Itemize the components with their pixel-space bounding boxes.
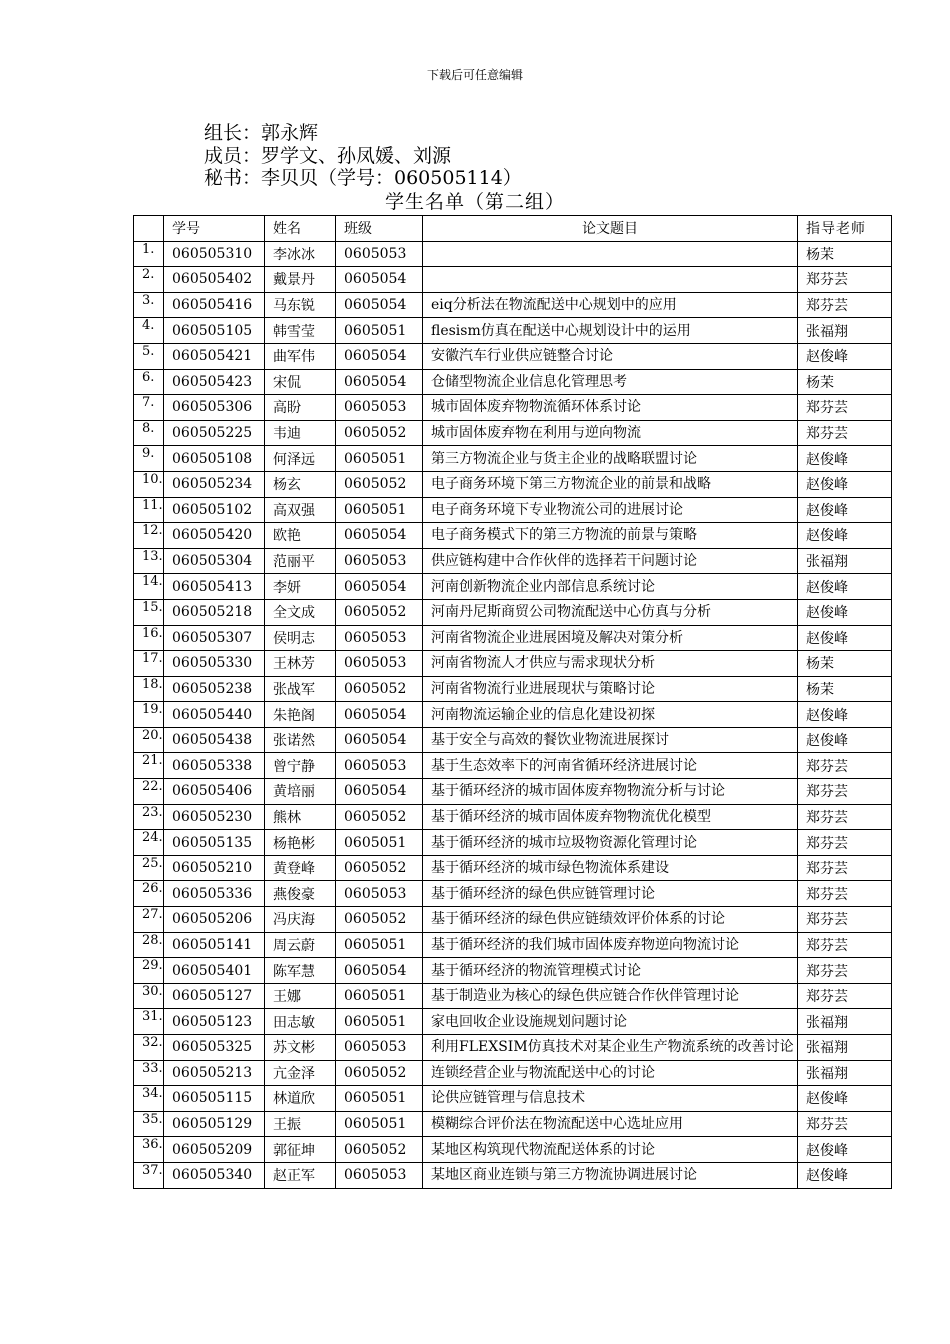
student-name-cell: 田志敏 — [265, 1009, 336, 1035]
advisor-cell: 郑芬芸 — [798, 958, 892, 984]
row-index: 5. — [134, 343, 164, 369]
row-index: 26. — [134, 881, 164, 907]
group-members: 成员：罗学文、孙凤媛、刘源 — [204, 144, 452, 167]
row-index: 15. — [134, 599, 164, 625]
thesis-title-cell: 基于循环经济的城市固体废弃物物流分析与讨论 — [423, 779, 798, 805]
class-cell: 0605051 — [336, 1009, 423, 1035]
advisor-cell: 杨茉 — [798, 369, 892, 395]
row-index: 13. — [134, 548, 164, 574]
student-name-cell: 王振 — [265, 1111, 336, 1137]
student-name-cell: 杨玄 — [265, 471, 336, 497]
thesis-title-cell: 连锁经营企业与物流配送中心的讨论 — [423, 1060, 798, 1086]
student-id-cell: 060505416 — [164, 292, 265, 318]
student-id-cell: 060505210 — [164, 855, 265, 881]
advisor-cell: 张福翔 — [798, 318, 892, 344]
table-row — [134, 907, 892, 933]
student-id-cell: 060505141 — [164, 932, 265, 958]
column-header-student-id: 学号 — [164, 216, 265, 242]
advisor-cell: 赵俊峰 — [798, 625, 892, 651]
student-id-cell: 060505129 — [164, 1111, 265, 1137]
advisor-cell: 郑芬芸 — [798, 983, 892, 1009]
student-id-cell: 060505225 — [164, 420, 265, 446]
class-cell: 0605053 — [336, 881, 423, 907]
row-index: 7. — [134, 395, 164, 421]
student-id-cell: 060505304 — [164, 548, 265, 574]
row-index: 37. — [134, 1162, 164, 1188]
student-name-cell: 李冰冰 — [265, 241, 336, 267]
row-index: 29. — [134, 958, 164, 984]
row-index: 4. — [134, 318, 164, 344]
table-row — [134, 1035, 892, 1061]
class-cell: 0605053 — [336, 1035, 423, 1061]
student-name-cell: 马东锐 — [265, 292, 336, 318]
student-name-cell: 韦迪 — [265, 420, 336, 446]
class-cell: 0605051 — [336, 830, 423, 856]
thesis-title-cell: 基于循环经济的绿色供应链绩效评价体系的讨论 — [423, 907, 798, 933]
student-id-cell: 060505310 — [164, 241, 265, 267]
table-row — [134, 676, 892, 702]
thesis-title-cell: 河南省物流行业进展现状与策略讨论 — [423, 676, 798, 702]
class-cell: 0605052 — [336, 471, 423, 497]
group-secretary: 秘书：李贝贝（学号：060505114） — [204, 167, 522, 189]
student-name-cell: 宋侃 — [265, 369, 336, 395]
table-row — [134, 471, 892, 497]
student-name-cell: 张战军 — [265, 676, 336, 702]
thesis-title-cell: 供应链构建中合作伙伴的选择若干问题讨论 — [423, 548, 798, 574]
thesis-title-cell: 基于循环经济的城市固体废弃物物流优化模型 — [423, 804, 798, 830]
row-index: 12. — [134, 523, 164, 549]
table-row — [134, 881, 892, 907]
student-name-cell: 张诺然 — [265, 727, 336, 753]
thesis-title-cell: 基于生态效率下的河南省循环经济进展讨论 — [423, 753, 798, 779]
advisor-cell: 赵俊峰 — [798, 574, 892, 600]
student-name-cell: 曾宁静 — [265, 753, 336, 779]
table-row — [134, 523, 892, 549]
class-cell: 0605053 — [336, 753, 423, 779]
row-index: 20. — [134, 727, 164, 753]
student-id-cell: 060505123 — [164, 1009, 265, 1035]
advisor-cell: 赵俊峰 — [798, 446, 892, 472]
student-name-cell: 周云蔚 — [265, 932, 336, 958]
thesis-title-cell: 安徽汽车行业供应链整合讨论 — [423, 343, 798, 369]
advisor-cell: 赵俊峰 — [798, 1086, 892, 1112]
advisor-cell: 郑芬芸 — [798, 907, 892, 933]
row-index: 32. — [134, 1035, 164, 1061]
table-row — [134, 702, 892, 728]
student-name-cell: 燕俊豪 — [265, 881, 336, 907]
column-header-thesis: 论文题目 — [423, 216, 798, 242]
thesis-title-cell: 基于制造业为核心的绿色供应链合作伙伴管理讨论 — [423, 983, 798, 1009]
class-cell: 0605052 — [336, 599, 423, 625]
thesis-title-cell: 城市固体废弃物物流循环体系讨论 — [423, 395, 798, 421]
table-row — [134, 1060, 892, 1086]
class-cell: 0605052 — [336, 676, 423, 702]
table-row — [134, 1111, 892, 1137]
advisor-cell: 杨茉 — [798, 651, 892, 677]
advisor-cell: 郑芬芸 — [798, 292, 892, 318]
thesis-title-cell: 城市固体废弃物在利用与逆向物流 — [423, 420, 798, 446]
student-name-cell: 曲军伟 — [265, 343, 336, 369]
table-row — [134, 932, 892, 958]
class-cell: 0605053 — [336, 241, 423, 267]
student-name-cell: 高双强 — [265, 497, 336, 523]
table-row — [134, 855, 892, 881]
row-index: 16. — [134, 625, 164, 651]
advisor-cell: 张福翔 — [798, 1035, 892, 1061]
table-row — [134, 318, 892, 344]
student-id-cell: 060505336 — [164, 881, 265, 907]
row-index: 35. — [134, 1111, 164, 1137]
row-index: 30. — [134, 983, 164, 1009]
advisor-cell: 赵俊峰 — [798, 702, 892, 728]
thesis-title-cell: 家电回收企业设施规划问题讨论 — [423, 1009, 798, 1035]
row-index: 28. — [134, 932, 164, 958]
advisor-cell: 赵俊峰 — [798, 727, 892, 753]
advisor-cell: 郑芬芸 — [798, 420, 892, 446]
table-title: 学生名单（第二组） — [384, 191, 565, 213]
student-name-cell: 郭征坤 — [265, 1137, 336, 1163]
row-index: 11. — [134, 497, 164, 523]
class-cell: 0605051 — [336, 932, 423, 958]
advisor-cell: 张福翔 — [798, 1060, 892, 1086]
student-name-cell: 黄培丽 — [265, 779, 336, 805]
student-name-cell: 杨艳彬 — [265, 830, 336, 856]
class-cell: 0605054 — [336, 958, 423, 984]
thesis-title-cell: 河南省物流企业进展困境及解决对策分析 — [423, 625, 798, 651]
thesis-title-cell: 论供应链管理与信息技术 — [423, 1086, 798, 1112]
row-index: 8. — [134, 420, 164, 446]
class-cell: 0605051 — [336, 1086, 423, 1112]
table-row — [134, 753, 892, 779]
advisor-cell: 赵俊峰 — [798, 1162, 892, 1188]
class-cell: 0605054 — [336, 574, 423, 600]
advisor-cell: 张福翔 — [798, 548, 892, 574]
thesis-title-cell: 某地区构筑现代物流配送体系的讨论 — [423, 1137, 798, 1163]
student-name-cell: 亢金泽 — [265, 1060, 336, 1086]
column-header-index — [134, 216, 164, 242]
class-cell: 0605053 — [336, 1162, 423, 1188]
class-cell: 0605051 — [336, 983, 423, 1009]
student-id-cell: 060505438 — [164, 727, 265, 753]
thesis-title-cell: eiq分析法在物流配送中心规划中的应用 — [423, 292, 798, 318]
table-row — [134, 1009, 892, 1035]
class-cell: 0605051 — [336, 1111, 423, 1137]
student-id-cell: 060505401 — [164, 958, 265, 984]
group-leader: 组长：郭永辉 — [204, 122, 319, 144]
student-id-cell: 060505206 — [164, 907, 265, 933]
student-id-cell: 060505340 — [164, 1162, 265, 1188]
student-name-cell: 林道欣 — [265, 1086, 336, 1112]
class-cell: 0605052 — [336, 1137, 423, 1163]
student-id-cell: 060505413 — [164, 574, 265, 600]
thesis-title-cell: 模糊综合评价法在物流配送中心选址应用 — [423, 1111, 798, 1137]
student-name-cell: 赵正军 — [265, 1162, 336, 1188]
class-cell: 0605054 — [336, 779, 423, 805]
student-id-cell: 060505423 — [164, 369, 265, 395]
thesis-title-cell: 河南创新物流企业内部信息系统讨论 — [423, 574, 798, 600]
class-cell: 0605054 — [336, 267, 423, 293]
row-index: 27. — [134, 907, 164, 933]
table-row — [134, 804, 892, 830]
advisor-cell: 杨茉 — [798, 676, 892, 702]
row-index: 3. — [134, 292, 164, 318]
row-index: 9. — [134, 446, 164, 472]
table-body — [134, 241, 892, 1188]
row-index: 36. — [134, 1137, 164, 1163]
student-name-cell: 冯庆海 — [265, 907, 336, 933]
class-cell: 0605052 — [336, 804, 423, 830]
advisor-cell: 张福翔 — [798, 1009, 892, 1035]
row-index: 19. — [134, 702, 164, 728]
advisor-cell: 郑芬芸 — [798, 1111, 892, 1137]
table-row — [134, 958, 892, 984]
student-name-cell: 何泽远 — [265, 446, 336, 472]
student-id-cell: 060505105 — [164, 318, 265, 344]
row-index: 33. — [134, 1060, 164, 1086]
table-row — [134, 830, 892, 856]
student-roster-table — [133, 215, 892, 1189]
student-name-cell: 韩雪莹 — [265, 318, 336, 344]
table-row — [134, 983, 892, 1009]
table-row — [134, 548, 892, 574]
advisor-cell: 郑芬芸 — [798, 881, 892, 907]
class-cell: 0605053 — [336, 548, 423, 574]
row-index: 6. — [134, 369, 164, 395]
student-id-cell: 060505115 — [164, 1086, 265, 1112]
student-id-cell: 060505420 — [164, 523, 265, 549]
student-name-cell: 熊林 — [265, 804, 336, 830]
student-name-cell: 王娜 — [265, 983, 336, 1009]
student-name-cell: 苏文彬 — [265, 1035, 336, 1061]
advisor-cell: 郑芬芸 — [798, 830, 892, 856]
student-id-cell: 060505307 — [164, 625, 265, 651]
advisor-cell: 杨茉 — [798, 241, 892, 267]
thesis-title-cell: 基于循环经济的城市绿色物流体系建设 — [423, 855, 798, 881]
thesis-title-cell: 基于循环经济的我们城市固体废弃物逆向物流讨论 — [423, 932, 798, 958]
thesis-title-cell: 河南物流运输企业的信息化建设初探 — [423, 702, 798, 728]
row-index: 34. — [134, 1086, 164, 1112]
student-id-cell: 060505127 — [164, 983, 265, 1009]
class-cell: 0605052 — [336, 855, 423, 881]
thesis-title-cell: 基于循环经济的绿色供应链管理讨论 — [423, 881, 798, 907]
advisor-cell: 郑芬芸 — [798, 804, 892, 830]
class-cell: 0605051 — [336, 446, 423, 472]
student-name-cell: 范丽平 — [265, 548, 336, 574]
column-header-advisor: 指导老师 — [798, 216, 892, 242]
student-id-cell: 060505213 — [164, 1060, 265, 1086]
page-header-note: 下载后可任意编辑 — [426, 68, 523, 82]
class-cell: 0605054 — [336, 369, 423, 395]
student-id-cell: 060505238 — [164, 676, 265, 702]
table-row — [134, 497, 892, 523]
class-cell: 0605053 — [336, 625, 423, 651]
student-id-cell: 060505402 — [164, 267, 265, 293]
student-name-cell: 陈军慧 — [265, 958, 336, 984]
advisor-cell: 郑芬芸 — [798, 855, 892, 881]
table-header-row — [134, 216, 892, 242]
thesis-title-cell — [423, 267, 798, 293]
row-index: 24. — [134, 830, 164, 856]
table-row — [134, 1137, 892, 1163]
table-row — [134, 369, 892, 395]
student-name-cell: 戴景丹 — [265, 267, 336, 293]
student-name-cell: 欧艳 — [265, 523, 336, 549]
student-id-cell: 060505218 — [164, 599, 265, 625]
thesis-title-cell: 电子商务环境下专业物流公司的进展讨论 — [423, 497, 798, 523]
student-id-cell: 060505325 — [164, 1035, 265, 1061]
student-name-cell: 侯明志 — [265, 625, 336, 651]
class-cell: 0605052 — [336, 907, 423, 933]
thesis-title-cell: 基于循环经济的城市垃圾物资源化管理讨论 — [423, 830, 798, 856]
advisor-cell: 赵俊峰 — [798, 471, 892, 497]
class-cell: 0605054 — [336, 343, 423, 369]
thesis-title-cell: 基于安全与高效的餐饮业物流进展探讨 — [423, 727, 798, 753]
student-name-cell: 黄登峰 — [265, 855, 336, 881]
student-id-cell: 060505102 — [164, 497, 265, 523]
row-index: 23. — [134, 804, 164, 830]
row-index: 22. — [134, 779, 164, 805]
advisor-cell: 郑芬芸 — [798, 753, 892, 779]
row-index: 10. — [134, 471, 164, 497]
class-cell: 0605053 — [336, 651, 423, 677]
thesis-title-cell: 电子商务模式下的第三方物流的前景与策略 — [423, 523, 798, 549]
student-name-cell: 李妍 — [265, 574, 336, 600]
advisor-cell: 赵俊峰 — [798, 497, 892, 523]
row-index: 1. — [134, 241, 164, 267]
row-index: 21. — [134, 753, 164, 779]
row-index: 25. — [134, 855, 164, 881]
class-cell: 0605054 — [336, 702, 423, 728]
table-row — [134, 241, 892, 267]
row-index: 14. — [134, 574, 164, 600]
thesis-title-cell: 某地区商业连锁与第三方物流协调进展讨论 — [423, 1162, 798, 1188]
class-cell: 0605052 — [336, 420, 423, 446]
student-id-cell: 060505209 — [164, 1137, 265, 1163]
table-row — [134, 625, 892, 651]
table-row — [134, 267, 892, 293]
row-index: 2. — [134, 267, 164, 293]
student-id-cell: 060505108 — [164, 446, 265, 472]
student-id-cell: 060505230 — [164, 804, 265, 830]
class-cell: 0605051 — [336, 497, 423, 523]
table-row — [134, 599, 892, 625]
table-row — [134, 395, 892, 421]
table-row — [134, 1086, 892, 1112]
advisor-cell: 赵俊峰 — [798, 1137, 892, 1163]
student-name-cell: 高盼 — [265, 395, 336, 421]
student-id-cell: 060505306 — [164, 395, 265, 421]
table-row — [134, 727, 892, 753]
table-row — [134, 292, 892, 318]
class-cell: 0605054 — [336, 292, 423, 318]
class-cell: 0605054 — [336, 523, 423, 549]
row-index: 18. — [134, 676, 164, 702]
student-id-cell: 060505330 — [164, 651, 265, 677]
table-row — [134, 420, 892, 446]
row-index: 31. — [134, 1009, 164, 1035]
thesis-title-cell: 基于循环经济的物流管理模式讨论 — [423, 958, 798, 984]
advisor-cell: 郑芬芸 — [798, 779, 892, 805]
thesis-title-cell: 利用FLEXSIM仿真技术对某企业生产物流系统的改善讨论 — [423, 1035, 798, 1061]
table-row — [134, 446, 892, 472]
table-row — [134, 1162, 892, 1188]
thesis-title-cell: flesism仿真在配送中心规划设计中的运用 — [423, 318, 798, 344]
advisor-cell: 郑芬芸 — [798, 932, 892, 958]
thesis-title-cell: 电子商务环境下第三方物流企业的前景和战略 — [423, 471, 798, 497]
column-header-name: 姓名 — [265, 216, 336, 242]
student-name-cell: 全文成 — [265, 599, 336, 625]
student-name-cell: 王林芳 — [265, 651, 336, 677]
class-cell: 0605053 — [336, 395, 423, 421]
thesis-title-cell: 河南丹尼斯商贸公司物流配送中心仿真与分析 — [423, 599, 798, 625]
class-cell: 0605054 — [336, 727, 423, 753]
advisor-cell: 赵俊峰 — [798, 343, 892, 369]
advisor-cell: 赵俊峰 — [798, 523, 892, 549]
table-row — [134, 779, 892, 805]
advisor-cell: 赵俊峰 — [798, 599, 892, 625]
thesis-title-cell: 仓储型物流企业信息化管理思考 — [423, 369, 798, 395]
student-id-cell: 060505234 — [164, 471, 265, 497]
table-row — [134, 651, 892, 677]
class-cell: 0605052 — [336, 1060, 423, 1086]
group-info — [204, 122, 522, 190]
student-id-cell: 060505421 — [164, 343, 265, 369]
thesis-title-cell: 第三方物流企业与货主企业的战略联盟讨论 — [423, 446, 798, 472]
advisor-cell: 郑芬芸 — [798, 267, 892, 293]
advisor-cell: 郑芬芸 — [798, 395, 892, 421]
thesis-title-cell: 河南省物流人才供应与需求现状分析 — [423, 651, 798, 677]
student-name-cell: 朱艳阁 — [265, 702, 336, 728]
row-index: 17. — [134, 651, 164, 677]
student-id-cell: 060505440 — [164, 702, 265, 728]
thesis-title-cell — [423, 241, 798, 267]
student-id-cell: 060505338 — [164, 753, 265, 779]
student-id-cell: 060505406 — [164, 779, 265, 805]
table-row — [134, 343, 892, 369]
column-header-class: 班级 — [336, 216, 423, 242]
table-row — [134, 574, 892, 600]
student-id-cell: 060505135 — [164, 830, 265, 856]
class-cell: 0605051 — [336, 318, 423, 344]
